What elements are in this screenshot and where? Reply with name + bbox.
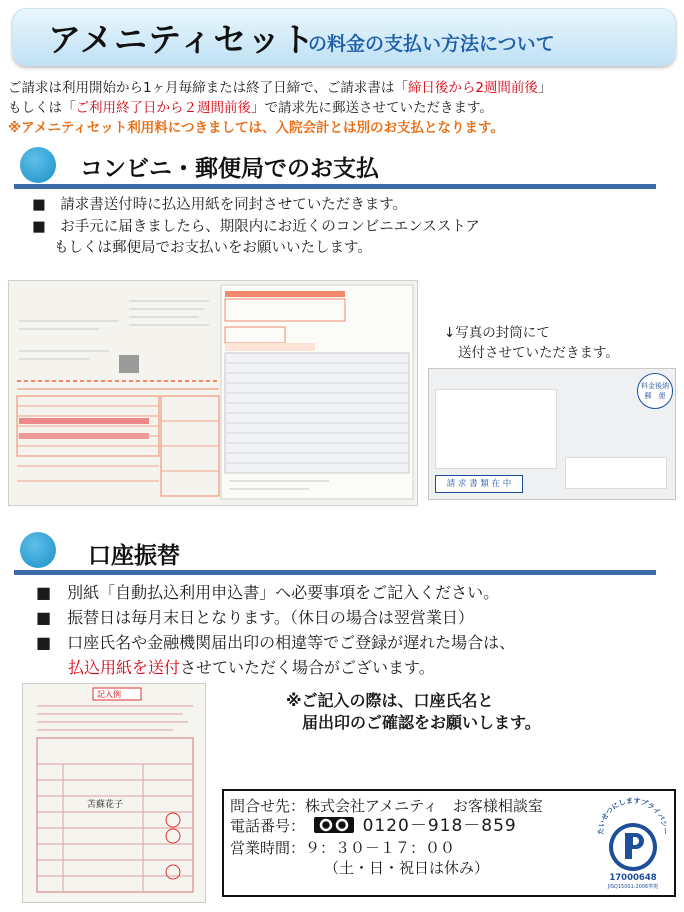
section-bullet-icon bbox=[20, 147, 56, 183]
section2-bullet-2: ■ 振替日は毎月末日となります。（休日の場合は翌営業日） bbox=[36, 608, 474, 627]
privacy-arc-text: たいせつにしますプライバシー bbox=[596, 796, 670, 835]
photo-caption-1: ↓写真の封筒にて bbox=[444, 325, 550, 341]
phone-number[interactable]: 0120－918－859 bbox=[362, 816, 517, 836]
envelope-window-right bbox=[565, 457, 667, 489]
privacy-mark bbox=[594, 793, 672, 891]
contact-box bbox=[222, 789, 676, 897]
contact-line-2: 電話番号： 0120－918－859 bbox=[230, 816, 517, 836]
section-title-convenience: コンビニ・郵便局でのお支払 bbox=[80, 156, 379, 182]
contact-line-3: 営業時間：９：３０－１７：００ bbox=[230, 839, 456, 857]
intro-line-1: ご請求は利用開始から1ヶ月毎締または終了日締で、ご請求書は「締日後から2週間前後」 bbox=[8, 80, 552, 96]
contact-line-1: 問合せ先：株式会社アメニティ お客様相談室 bbox=[230, 797, 543, 815]
envelope-label: 請 求 書 類 在 中 bbox=[435, 475, 523, 493]
note-line-2: 届出印のご確認をお願いします。 bbox=[302, 713, 541, 732]
section1-bullet-2: ■ お手元に届きましたら、期限内にお近くのコンビニエンスストア bbox=[32, 219, 480, 235]
application-form-photo bbox=[22, 683, 206, 903]
invoice-illustration bbox=[9, 281, 417, 505]
page-title: アメニティセット bbox=[48, 20, 316, 59]
page-subtitle: の料金の支払い方法について bbox=[308, 33, 555, 55]
form-example-name: 苫蘇花子 bbox=[87, 800, 124, 810]
postage-stamp-mark: 料金後納 郵 便 bbox=[637, 373, 673, 409]
envelope-window-left bbox=[435, 389, 557, 469]
privacy-number: 17000648 bbox=[609, 873, 657, 883]
section-title-account-transfer: 口座振替 bbox=[88, 543, 180, 569]
section2-bullet-1: ■ 別紙「自動払込利用申込書」へ必要事項をご記入ください。 bbox=[36, 583, 500, 602]
photo-caption-2: 送付させていただきます。 bbox=[458, 345, 619, 361]
section2-bullet-3: ■ 口座氏名や金融機関届出印の相違等でご登録が遅れた場合は、 bbox=[36, 633, 516, 652]
section1-bullet-1: ■ 請求書送付時に払込用紙を同封させていただきます。 bbox=[32, 197, 408, 213]
invoice-photo bbox=[8, 280, 418, 506]
privacy-standard: JISQ15001:2006準拠 bbox=[607, 884, 659, 890]
form-illustration bbox=[23, 684, 205, 902]
free-dial-icon bbox=[314, 817, 354, 838]
contact-line-4: （土・日・祝日は休み） bbox=[324, 859, 490, 877]
envelope-photo bbox=[428, 368, 676, 500]
section-bullet-icon bbox=[20, 532, 56, 568]
section2-bullet-3-cont: 払込用紙を送付させていただく場合がございます。 bbox=[68, 658, 435, 677]
form-example-label: 記入例 bbox=[97, 690, 121, 699]
section-divider bbox=[14, 184, 656, 189]
section1-bullet-2-cont: もしくは郵便局でお支払いをお願いいたします。 bbox=[54, 240, 372, 256]
intro-line-3: ※アメニティセット利用料につきましては、入院会計とは別のお支払となります。 bbox=[8, 120, 504, 136]
intro-line-2: もしくは「ご利用終了日から２週間前後」で請求先に郵送させていただきます。 bbox=[8, 100, 493, 116]
note-line-1: ※ご記入の際は、口座氏名と bbox=[286, 691, 494, 710]
section-divider bbox=[14, 570, 656, 575]
